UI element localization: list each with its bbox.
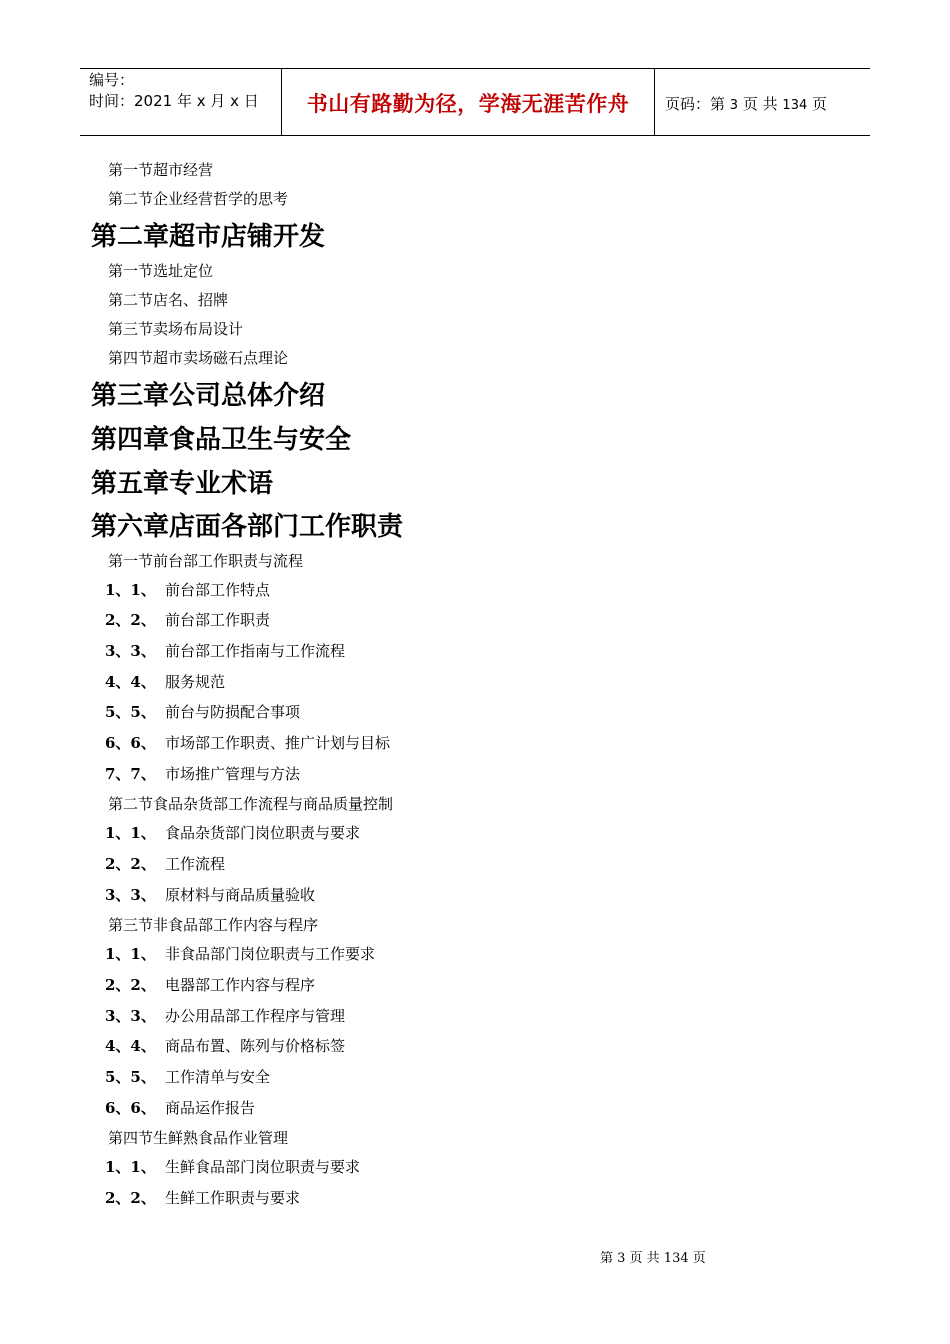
toc-section: 第三节卖场布局设计 — [108, 320, 244, 338]
toc-subsection-number: 1、1、 — [105, 1158, 156, 1176]
toc-section: 第二节企业经营哲学的思考 — [108, 190, 289, 208]
toc-subsection-number: 3、3、 — [105, 886, 156, 904]
toc-subsection — [105, 1097, 255, 1118]
toc-section: 第二节店名、招牌 — [108, 291, 229, 309]
toc-subsection-number: 2、2、 — [105, 611, 156, 629]
toc-subsection-number: 1、1、 — [105, 824, 156, 842]
toc-subsection — [105, 974, 315, 995]
toc-subsection — [105, 943, 375, 964]
page-total: 134 — [782, 98, 808, 113]
toc-subsection-number: 2、2、 — [105, 855, 156, 873]
toc-section: 第四节生鲜熟食品作业管理 — [108, 1129, 289, 1147]
page-current: 3 — [729, 98, 739, 113]
toc-subsection-number: 2、2、 — [105, 976, 156, 994]
toc-subsection — [105, 1005, 345, 1026]
toc-chapter: 第二章超市店铺开发 — [91, 222, 326, 252]
toc-subsection-number: 7、7、 — [105, 765, 156, 783]
toc-subsection-title: 办公用品部工作程序与管理 — [165, 1007, 346, 1025]
toc-section: 第三节非食品部工作内容与程序 — [108, 916, 319, 934]
toc-subsection — [105, 1066, 270, 1087]
toc-subsection-number: 6、6、 — [105, 1099, 156, 1117]
toc-subsection — [105, 853, 225, 874]
toc-subsection-number: 4、4、 — [105, 1037, 156, 1055]
toc-subsection-title: 前台部工作职责 — [165, 611, 271, 629]
toc-section: 第一节前台部工作职责与流程 — [108, 552, 304, 570]
toc-subsection-title: 食品杂货部门岗位职责与要求 — [165, 824, 361, 842]
toc-subsection — [105, 1035, 345, 1056]
toc-subsection-number: 2、2、 — [105, 1189, 156, 1207]
toc-subsection-title: 商品运作报告 — [165, 1099, 256, 1117]
toc-subsection-title: 前台与防损配合事项 — [165, 703, 301, 721]
toc-subsection-title: 生鲜食品部门岗位职责与要求 — [165, 1158, 361, 1176]
toc-subsection — [105, 609, 270, 630]
toc-subsection — [105, 671, 225, 692]
toc-subsection-title: 市场部工作职责、推广计划与目标 — [165, 734, 391, 752]
header-motto: 书山有路勤为径，学海无涯苦作舟 — [306, 92, 630, 116]
toc-subsection — [105, 1156, 360, 1177]
toc-chapter: 第五章专业术语 — [91, 469, 274, 499]
page-mid: 页 共 — [742, 95, 778, 113]
toc-subsection-number: 5、5、 — [105, 703, 156, 721]
toc-subsection-title: 原材料与商品质量验收 — [165, 886, 316, 904]
toc-chapter: 第六章店面各部门工作职责 — [91, 512, 404, 542]
toc-subsection — [105, 1187, 300, 1208]
toc-section: 第四节超市卖场磁石点理论 — [108, 349, 289, 367]
toc-subsection-number: 1、1、 — [105, 581, 156, 599]
toc-subsection-title: 服务规范 — [165, 673, 226, 691]
toc-subsection-title: 电器部工作内容与程序 — [165, 976, 316, 994]
toc-subsection-title: 市场推广管理与方法 — [165, 765, 301, 783]
number-label: 编号： — [89, 71, 135, 89]
toc-section: 第一节选址定位 — [108, 262, 214, 280]
toc-subsection — [105, 884, 315, 905]
toc-subsection-number: 5、5、 — [105, 1068, 156, 1086]
page-suffix: 页 — [812, 95, 828, 113]
toc-subsection — [105, 640, 345, 661]
page-prefix: 页码：第 — [665, 95, 726, 113]
date-label: 时间：2021 年 x 月 x 日 — [89, 92, 259, 110]
toc-subsection — [105, 732, 390, 753]
toc-subsection-title: 前台部工作特点 — [165, 581, 271, 599]
toc-subsection-number: 1、1、 — [105, 945, 156, 963]
toc-subsection — [105, 579, 270, 600]
toc-subsection — [105, 763, 300, 784]
toc-chapter: 第四章食品卫生与安全 — [91, 425, 352, 455]
toc-chapter: 第三章公司总体介绍 — [91, 381, 326, 411]
toc-subsection-title: 工作流程 — [165, 855, 226, 873]
toc-subsection — [105, 822, 360, 843]
toc-subsection-number: 4、4、 — [105, 673, 156, 691]
toc-subsection-number: 3、3、 — [105, 642, 156, 660]
toc-section: 第二节食品杂货部工作流程与商品质量控制 — [108, 795, 394, 813]
toc-section: 第一节超市经营 — [108, 161, 214, 179]
toc-subsection-title: 前台部工作指南与工作流程 — [165, 642, 346, 660]
toc-subsection-number: 6、6、 — [105, 734, 156, 752]
toc-subsection — [105, 701, 300, 722]
toc-subsection-title: 生鲜工作职责与要求 — [165, 1189, 301, 1207]
toc-subsection-title: 工作清单与安全 — [165, 1068, 271, 1086]
toc-subsection-title: 商品布置、陈列与价格标签 — [165, 1037, 346, 1055]
toc-subsection-title: 非食品部门岗位职责与工作要求 — [165, 945, 376, 963]
toc-subsection-number: 3、3、 — [105, 1007, 156, 1025]
page-footer: 第 3 页 共 134 页 — [600, 1251, 706, 1266]
